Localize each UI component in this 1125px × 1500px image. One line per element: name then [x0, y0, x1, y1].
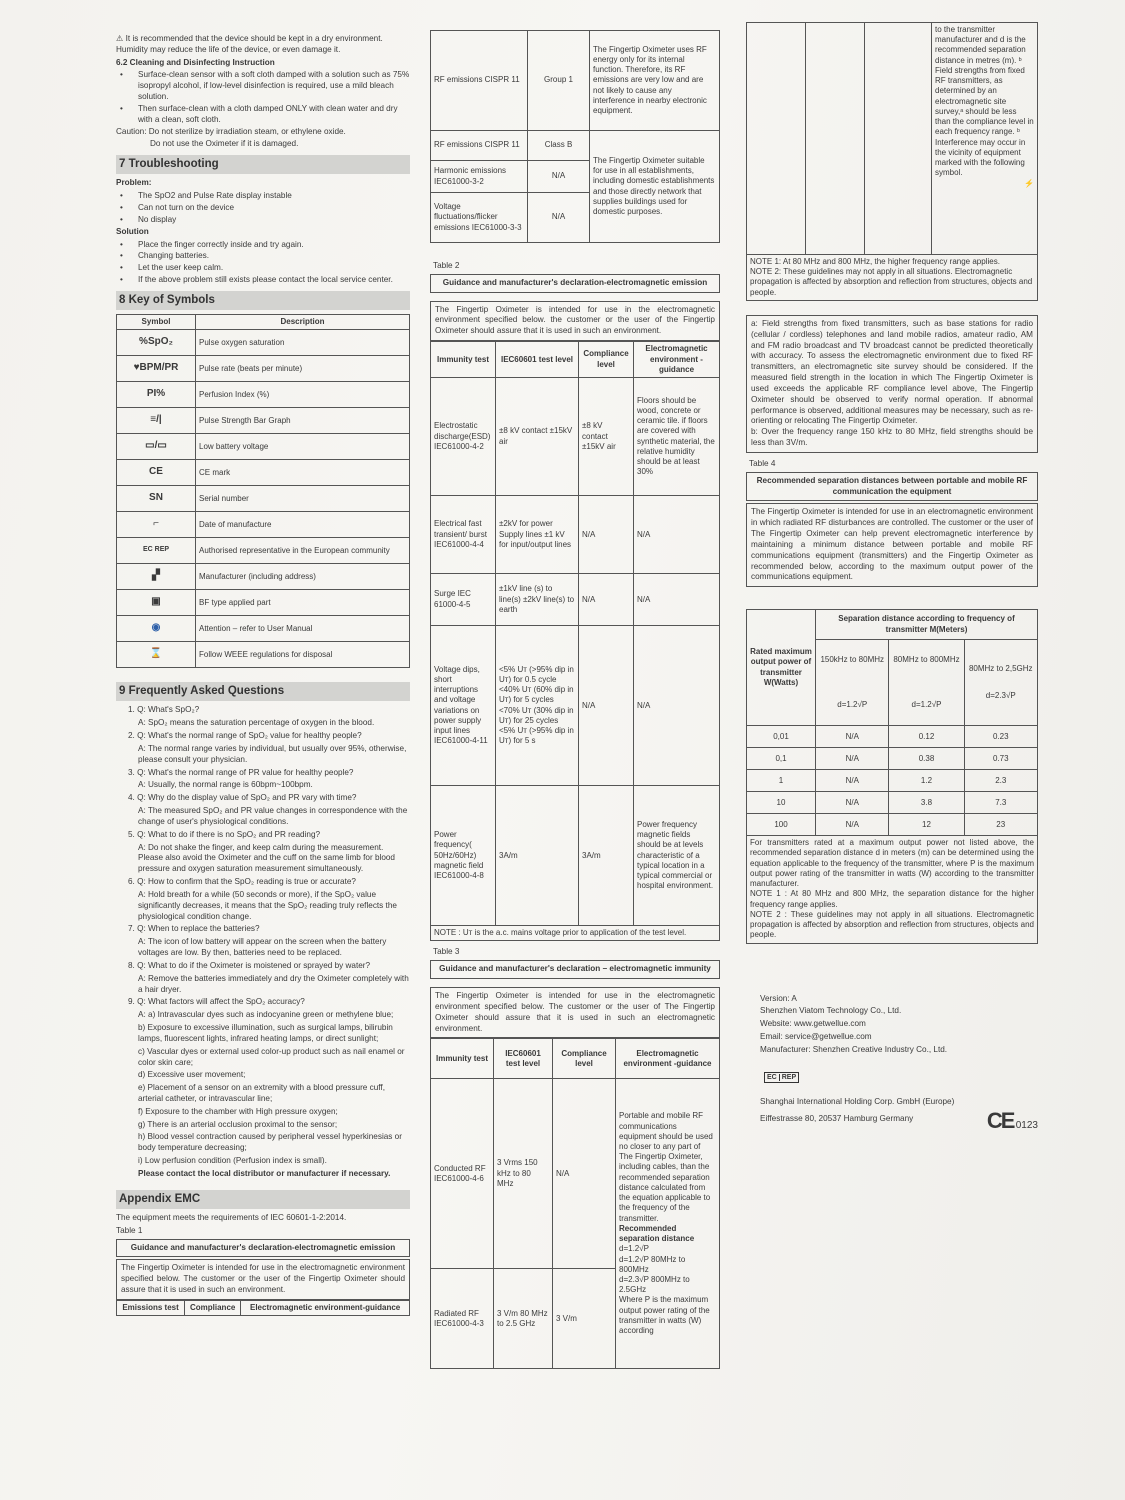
- ce-mark: [987, 1106, 1038, 1135]
- ec-rep-icon: EC REP: [117, 538, 196, 564]
- table4-intro: The Fingertip Oximeter is intended for use in an electromagnetic environment in which radiated RF disturbances are controlled. The customer or the user of The Fingertip Oximeter can help prevent electromagnetic interference by maintaining a minimum distance between portable and mobile RF communications equipment (transmitters) and the Fingertip Oximeter as recommended below, according to the maximum output power of the communications equipment.: [746, 503, 1038, 587]
- faq-answer: A: The normal range varies by individual, but usually over 95%, otherwise, please consult your physician.: [138, 743, 407, 764]
- faq-answer: A: Hold breath for a while (50 seconds or more), if the SpO₂ value significantly decreases, it means that the SpO₂ reading truly reflects the physiological condition change.: [138, 889, 397, 921]
- solution-item: • If the above problem still exists please contact the local service center.: [116, 275, 410, 286]
- faq-answer: A: The measured SpO₂ and PR value changes in correspondence with the change of user's physiological conditions.: [138, 806, 408, 826]
- appendix-heading: Appendix EMC: [116, 1190, 410, 1209]
- symbol-row: ♥BPM/PR Pulse rate (beats per minute): [117, 356, 410, 382]
- faq-answer: A: Remove the batteries immediately and dry the Oximeter completely with a hair dryer.: [138, 973, 409, 994]
- faq-question: 4. Q: Why do the display value of SpO₂ and PR vary with time?: [128, 793, 357, 803]
- faq-answer: A: Do not shake the finger, and keep calm during the measurement. Please also avoid the Oximeter and the cuff on the same limb for blood pressure and oxygen saturation measurement simultaneously.: [138, 842, 395, 874]
- manufacturer-icon: ▞: [117, 564, 196, 590]
- faq-factor: i) Low perfusion condition (Perfusion index is small).: [138, 1156, 327, 1166]
- table1-caption: Table 1: [116, 1225, 143, 1235]
- ce-number: 0123: [1015, 1119, 1038, 1131]
- symbols-heading: 8 Key of Symbols: [116, 291, 410, 310]
- table-row: Electrical fast transient/ burst IEC61000-4-4 ±2kV for power Supply lines ±1 kV for input/output lines N/A N/A: [431, 496, 720, 574]
- emissions-table: RF emissions CISPR 11 Group 1 The Fingertip Oximeter uses RF energy only for its internal function. Therefore, its RF emissions are very low and are not likely to cause any interference in nearby electronic equipment. RF emissions CISPR 11 Class B The Fingertip Oximeter suitable for use in all establishments, including domestic establishments and those directly network that supplies buildings used for domestic purposes. Harmonic emissions IEC61000-3-2 N/A Voltage fluctuations/flicker emissions IEC61000-3-3 N/A: [430, 30, 720, 243]
- website-text: Website: www.getwellue.com: [760, 1019, 866, 1029]
- solution-item: • Place the finger correctly inside and try again.: [116, 240, 410, 251]
- table2-caption: Table 2: [433, 261, 460, 270]
- faq-question: 8. Q: What to do if the Oximeter is moistened or sprayed by water?: [128, 960, 371, 970]
- cleaning-item: • Surface-clean sensor with a soft cloth damped with a solution such as 75% isopropyl alcohol, if low-level disinfection is required, use a mild bleach solution.: [116, 70, 410, 102]
- rated-power-header: Rated maximum output power of transmitter W(Watts): [747, 610, 816, 726]
- appendix-intro: The equipment meets the requirements of IEC 60601-1-2:2014.: [116, 1212, 347, 1222]
- company-name: Shenzhen Viatom Technology Co., Ltd.: [760, 1006, 902, 1016]
- pulse-rate-icon: ♥BPM/PR: [117, 356, 196, 382]
- bar-graph-icon: ≡/|: [117, 408, 196, 434]
- description-header: Description: [196, 315, 410, 330]
- faq-list: [116, 705, 410, 1179]
- notes-ab: a: Field strengths from fixed transmitters, such as base stations for radio (cellular / cordless) telephones and land mobile radios, amateur radio, AM and FM radio broadcast and TV broadcast cannot be predicted theoretically with accuracy. To assess the electromagnetic environment due to fixed RF transmitters, an electromagnetic site survey should be considered. If the measured field strength in the location in which The Fingertip Oximeter is used exceeds the applicable RF compliance level above, The Fingertip Oximeter should be observed to verify normal operation. If abnormal performance is observed, additional measures may be necessary, such as re-orienting or relocating The Fingertip Oximeter. b: Over the frequency range 150 kHz to 80 MHz, field strengths should be less than 3V/m.: [746, 315, 1038, 453]
- rep-company: Shanghai International Holding Corp. GmbH (Europe): [760, 1096, 955, 1106]
- ce-mark-icon: CE: [986, 1107, 1014, 1133]
- table-row: 10 N/A 3.8 7.3: [747, 792, 1038, 814]
- symbol-row: ▞ Manufacturer (including address): [117, 564, 410, 590]
- solution-label: Solution: [116, 226, 149, 236]
- table3-intro: The Fingertip Oximeter is intended for use in the electromagnetic environment specified below. The customer or the user of The Fingertip Oximeter should assure that it is used in such an electromagnetic environment.: [430, 987, 720, 1038]
- table-row: 0,1 N/A 0.38 0.73: [747, 748, 1038, 770]
- battery-icon: ▭/▭: [117, 434, 196, 460]
- email-text: Email: service@getwellue.com: [760, 1031, 872, 1041]
- faq-question: 2. Q: What's the normal range of SpO₂ value for healthy people?: [128, 731, 362, 741]
- manufacturer-text: Manufacturer: Shenzhen Creative Industry Co., Ltd.: [760, 1044, 948, 1054]
- faq-question: 1. Q: What's SpO₂?: [128, 705, 200, 715]
- table-row: 1 N/A 1.2 2.3: [747, 770, 1038, 792]
- table3-caption: Table 3: [433, 947, 460, 957]
- bf-type-icon: ▣: [117, 590, 196, 616]
- symbol-row: PI% Perfusion Index (%): [117, 382, 410, 408]
- table-row: Electrostatic discharge(ESD) IEC61000-4-2 ±8 kV contact ±15kV air ±8 kV contact ±15kV air Floors should be wood, concrete or ceramic tile. if floors are covered with synthetic material, the relative humidity should be at least 30%: [431, 378, 720, 496]
- problem-item: • No display: [116, 215, 410, 226]
- table-row: 0,01 N/A 0.12 0.23: [747, 726, 1038, 748]
- table4: Rated maximum output power of transmitter W(Watts) Separation distance according to frequency of transmitter M(Meters) 150kHz to 80MHz d=1.2√P 80MHz to 800MHz d=1.2√P 80MHz to 2,5GHz d=2.3√P 0,01 N/A 0.12 0.23 0,1 N/A 0.38 0.73 1 N/A 1.2 2.3 10 N/A 3.8 7.3 100 N/A 12 23 For transmitters rated at a maximum output power not listed above, the recommended separation distance d in meters (m) can be determined using the equation applicable to the frequency of the transmitter, where P is the maximum output power rating of the transmitter in watts (W) according to the transmitter manufacturer. NOTE 1 : At 80 MHz and 800 MHz, the separation distance for the higher frequency range applies. NOTE 2 : These guidelines may not apply in all situations. Electromagnetic propagation is affected by absorption and reflection from structures, objects and people.: [746, 609, 1038, 943]
- faq-answer: A: Usually, the normal range is 60bpm~100bpm.: [138, 780, 313, 790]
- caution-text: Caution: Do not sterilize by irradiation steam, or ethylene oxide.: [116, 126, 346, 136]
- table3-title: Guidance and manufacturer's declaration – electromagnetic immunity: [430, 960, 720, 979]
- note-2: NOTE 2: These guidelines may not apply in all situations. Electromagnetic propagation is affected by absorption and reflection from structures, objects and people.: [750, 267, 1033, 297]
- cleaning-item: • Then surface-clean with a cloth damped ONLY with clean water and dry with a clean, soft cloth.: [116, 104, 410, 126]
- faq-answer: A: The icon of low battery will appear on the screen when the battery voltages are low. By then, batteries need to be replaced.: [138, 937, 387, 958]
- symbols-table: [116, 314, 410, 668]
- spo2-icon: %SpO₂: [117, 330, 196, 356]
- table1-title: Guidance and manufacturer's declaration-electromagnetic emission: [116, 1239, 410, 1258]
- symbol-row: %SpO₂ Pulse oxygen saturation: [117, 330, 410, 356]
- warning-icon: ⚠: [116, 34, 126, 43]
- table-row: Voltage dips, short interruptions and voltage variations on power supply input lines IEC61000-4-11 <5% Uт (>95% dip in Uт) for 0.5 cycle <40% Uт (60% dip in Uт) for 5 cycles <70% Uт (30% dip in Uт) for 25 cycles <5% Uт (>95% dip in Uт) for 5 s N/A N/A: [431, 626, 720, 786]
- note-1: NOTE 1: At 80 MHz and 800 MHz, the higher frequency range applies.: [750, 257, 1000, 266]
- caution-text: Do not use the Oximeter if it is damaged.: [150, 139, 299, 149]
- table1-intro: The Fingertip Oximeter is intended for use in the electromagnetic environment specified below. The customer or the user of the Fingertip Oximeter should assure that it is used in such an environment.: [116, 1259, 410, 1299]
- perfusion-index-icon: PI%: [117, 382, 196, 408]
- ec-rep-icon: EC REP: [764, 1072, 1038, 1083]
- faq-factor: d) Excessive user movement;: [138, 1070, 246, 1080]
- manufacturer-info: [746, 993, 1038, 1133]
- symbol-row: EC REP Authorised representative in the European community: [117, 538, 410, 564]
- contact-note: Please contact the local distributor or manufacturer if necessary.: [138, 1168, 391, 1178]
- faq-factor: f) Exposure to the chamber with High pressure oxygen;: [138, 1106, 338, 1116]
- table-row: Surge IEC 61000-4-5 ±1kV line (s) to line(s) ±2kV line(s) to earth N/A N/A: [431, 574, 720, 626]
- column-right: [746, 22, 1038, 1133]
- table1-header: Emissions test Compliance Electromagnetic environment-guidance: [116, 1300, 410, 1316]
- faq-factor: c) Vascular dyes or external used color-up product such as nail enamel or color skin care;: [138, 1046, 405, 1067]
- problem-label: Problem:: [116, 178, 152, 188]
- table2-title: Guidance and manufacturer's declaration-electromagnetic emission: [430, 274, 720, 293]
- table-row: Radiated RF IEC61000-4-3 3 V/m 80 MHz to 2.5 GHz 3 V/m: [431, 1269, 720, 1369]
- solution-item: • Changing batteries.: [116, 251, 410, 262]
- cleaning-heading: 6.2 Cleaning and Disinfecting Instruction: [116, 57, 275, 67]
- serial-number-icon: SN: [117, 486, 196, 512]
- problem-item: • Can not turn on the device: [116, 203, 410, 214]
- weee-bin-icon: ⌛: [117, 642, 196, 668]
- manual-icon: ◉: [117, 616, 196, 642]
- symbol-row: ◉ Attention – refer to User Manual: [117, 616, 410, 642]
- faq-answer: A: SpO₂ means the saturation percentage of oxygen in the blood.: [138, 718, 375, 728]
- solution-item: • Let the user keep calm.: [116, 263, 410, 274]
- symbol-row: ▭/▭ Low battery voltage: [117, 434, 410, 460]
- troubleshooting-heading: 7 Troubleshooting: [116, 155, 410, 174]
- table2-note: NOTE : Uт is the a.c. mains voltage prior to application of the test level.: [431, 926, 720, 941]
- symbol-row: CE CE mark: [117, 460, 410, 486]
- symbol-row: SN Serial number: [117, 486, 410, 512]
- separation-heading: Separation distance according to frequency of transmitter M(Meters): [816, 610, 1038, 640]
- table3-continued: to the transmitter manufacturer and d is the recommended separation distance in metres (m). ᵇ Field strengths from fixed RF transmitters, as determined by an electromagnetic site survey,ᵃ should be less than the compliance level in each frequency range. ᵇ Interference may occur in the vicinity of equipment marked with the following symbol. ⚡ NOTE 1: At 80 MHz and 800 MHz, the higher frequency range applies. NOTE 2: These guidelines may not apply in all situations. Electromagnetic propagation is affected by absorption and reflection from structures, objects and people.: [746, 22, 1038, 301]
- table4-title: Recommended separation distances between portable and mobile RF communication the equipment: [746, 472, 1038, 502]
- symbol-row: ⌐ Date of manufacture: [117, 512, 410, 538]
- symbol-header: Symbol: [117, 315, 196, 330]
- table2: Immunity test IEC60601 test level Compliance level Electromagnetic environment -guidance Electrostatic discharge(ESD) IEC61000-4-2 ±8 kV contact ±15kV air ±8 kV contact ±15kV air Floors should be wood, concrete or ceramic tile. if floors are covered with synthetic material, the relative humidity should be at least 30% Electrical fast transient/ burst IEC61000-4-4 ±2kV for power Supply lines ±1 kV for input/output lines N/A N/A Surge IEC 61000-4-5 ±1kV line (s) to line(s) ±2kV line(s) to earth N/A N/A Voltage dips, short interruptions and voltage variations on power supply input lines IEC61000-4-11 <5% Uт (>95% dip in Uт) for 0.5 cycle <40% Uт (60% dip in Uт) for 5 cycles <70% Uт (30% dip in Uт) for 25 cycles <5% Uт (>95% dip in Uт) for 5 s N/A N/A Power frequency( 50Hz/60Hz) magnetic field IEC61000-4-8 3A/m 3A/m Power frequency magnetic fields should be at levels characteristic of a typical location in a typical commercial or hospital environment. NOTE : Uт is the a.c. mains voltage prior to application of the test level.: [430, 341, 720, 941]
- warning-text: ⚠ It is recommended that the device should be kept in a dry environment. Humidity may reduce the life of the device, or even damage it.: [116, 34, 383, 54]
- faq-question: 6. Q: How to confirm that the SpO₂ reading is true or accurate?: [128, 877, 356, 887]
- table-row: Conducted RF IEC61000-4-6 3 Vrms 150 kHz to 80 MHz N/A Portable and mobile RF communications equipment should be used no closer to any part of The Fingertip Oximeter, including cables, than the recommended separation distance calculated from the equation applicable to the frequency of the transmitter. Recommended separation distance d=1.2√P d=1.2√P 80MHz to 800MHz d=2.3√P 800MHz to 2.5GHz Where P is the maximum output power rating of the transmitter in watts (W) according: [431, 1079, 720, 1269]
- date-of-manufacture-icon: ⌐: [117, 512, 196, 538]
- rep-address: Eiffestrasse 80, 20537 Hamburg Germany: [760, 1113, 914, 1123]
- symbol-row: ▣ BF type applied part: [117, 590, 410, 616]
- faq-factor: e) Placement of a sensor on an extremity with a blood pressure cuff, arterial catheter, or intravascular line;: [138, 1083, 385, 1103]
- faq-question: 5. Q: What to do if there is no SpO₂ and PR reading?: [128, 829, 321, 839]
- table-row: Power frequency( 50Hz/60Hz) magnetic field IEC61000-4-8 3A/m 3A/m Power frequency magnetic fields should be at levels characteristic of a typical location in a typical commercial or hospital environment.: [431, 786, 720, 926]
- column-middle: [430, 30, 720, 1369]
- table4-caption: Table 4: [749, 458, 776, 468]
- faq-question: 9. Q: What factors will affect the SpO₂ accuracy?: [128, 997, 305, 1007]
- faq-factor: g) There is an arterial occlusion proximal to the sensor;: [138, 1119, 338, 1129]
- ce-mark-icon: CE: [117, 460, 196, 486]
- symbol-row: ⌛ Follow WEEE regulations for disposal: [117, 642, 410, 668]
- radiation-warning-icon: ⚡: [1024, 178, 1034, 188]
- problem-item: • The SpO2 and Pulse Rate display instable: [116, 191, 410, 202]
- table2-intro: The Fingertip Oximeter is intended for use in the electromagnetic environment specified below. the customer or the user of the Fingertip Oximeter should assure that it is used in such an environment.: [430, 301, 720, 341]
- faq-answer: A: a) Intravascular dyes such as indocyanine green or methylene blue;: [138, 1010, 394, 1020]
- symbol-row: ≡/| Pulse Strength Bar Graph: [117, 408, 410, 434]
- column-left: [116, 34, 410, 1316]
- table3: Immunity test IEC60601 test level Compliance level Electromagnetic environment -guidance Conducted RF IEC61000-4-6 3 Vrms 150 kHz to 80 MHz N/A Portable and mobile RF communications equipment should be used no closer to any part of The Fingertip Oximeter, including cables, than the recommended separation distance calculated from the equation applicable to the frequency of the transmitter. Recommended separation distance d=1.2√P d=1.2√P 80MHz to 800MHz d=2.3√P 800MHz to 2.5GHz Where P is the maximum output power rating of the transmitter in watts (W) according Radiated RF IEC61000-4-3 3 V/m 80 MHz to 2.5 GHz 3 V/m: [430, 1038, 720, 1369]
- version-text: Version: A: [760, 993, 797, 1003]
- faq-question: 7. Q: When to replace the batteries?: [128, 924, 260, 934]
- faq-factor: h) Blood vessel contraction caused by peripheral vessel hyperkinesias or body temperature decreasing;: [138, 1132, 402, 1153]
- faq-factor: b) Exposure to excessive illumination, such as surgical lamps, bilirubin lamps, fluorescent lights, infrared heating lamps, or direct sunlight;: [138, 1023, 393, 1043]
- faq-heading: 9 Frequently Asked Questions: [116, 682, 410, 701]
- table-row: 100 N/A 12 23: [747, 814, 1038, 836]
- faq-question: 3. Q: What's the normal range of PR value for healthy people?: [128, 767, 354, 777]
